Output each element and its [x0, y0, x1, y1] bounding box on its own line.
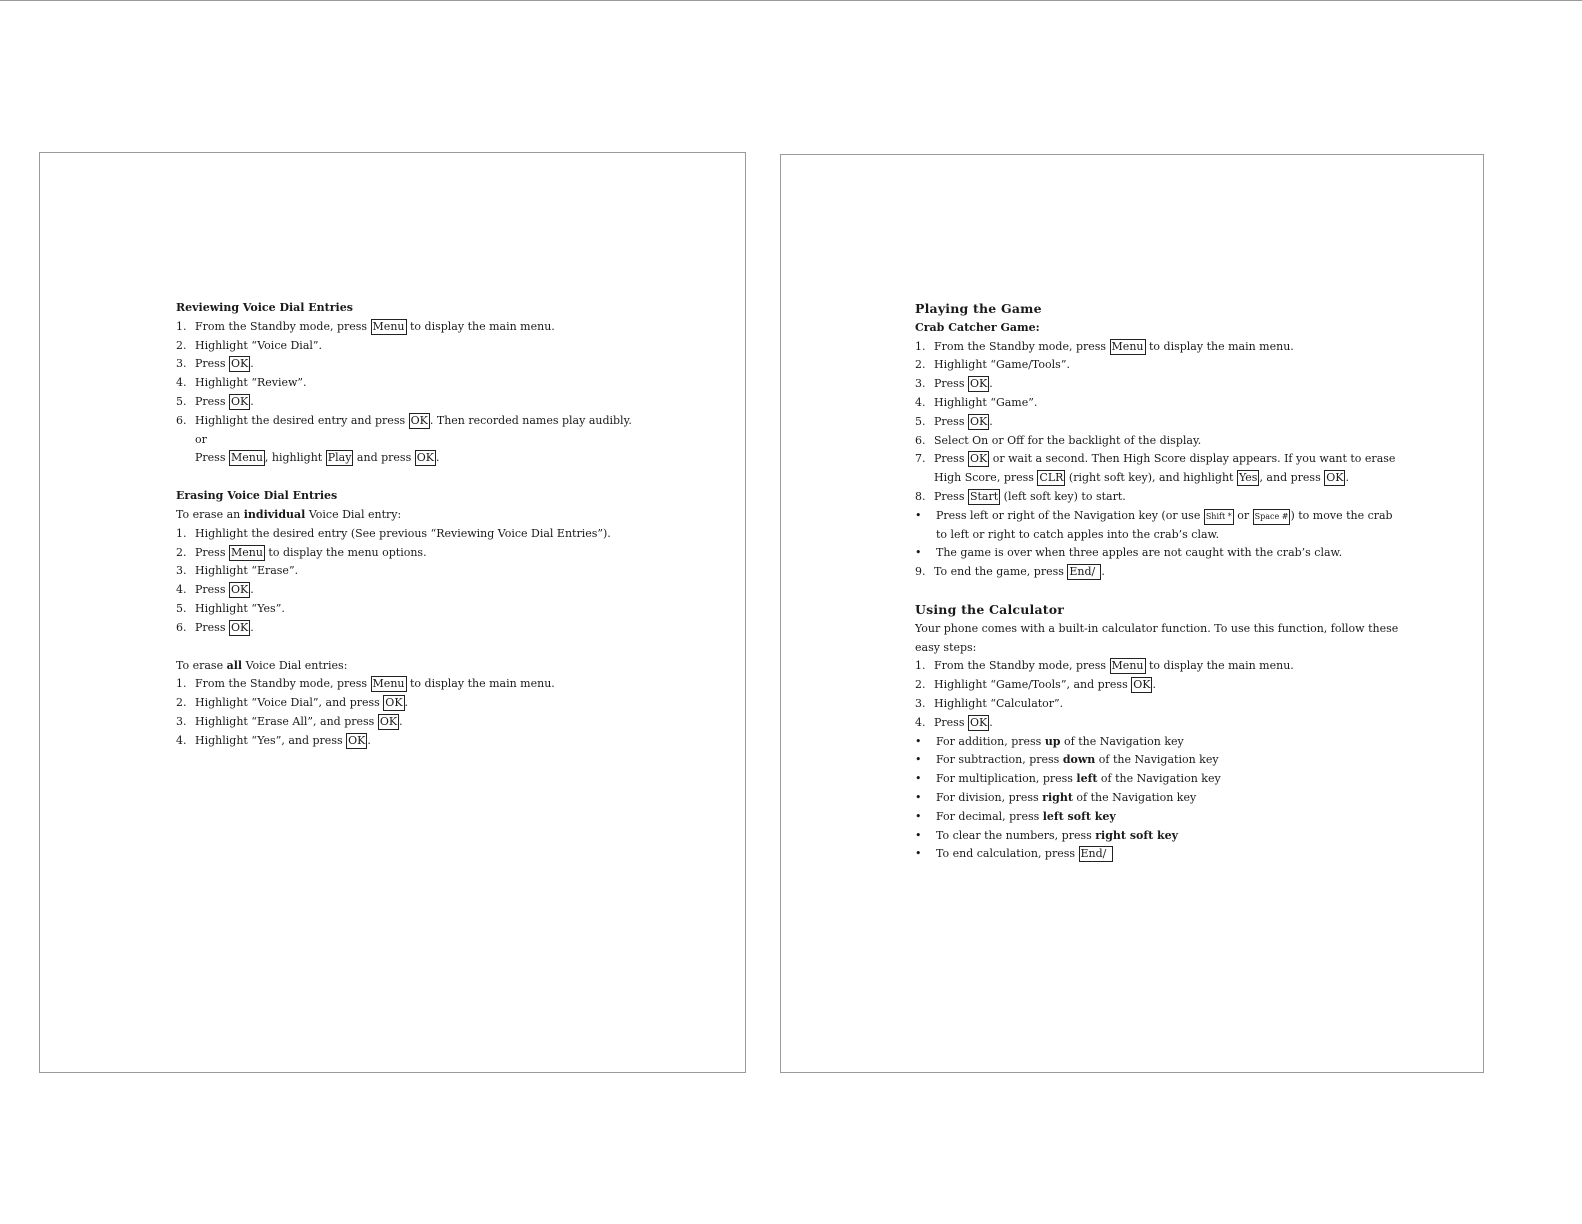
- alternative-step: Press Menu , highlight Play and press OK .: [195, 451, 440, 465]
- or-text: or: [195, 432, 207, 446]
- list-item: 2. Press Menu to display the menu options.: [176, 545, 427, 559]
- yes-key: Yes: [1238, 471, 1258, 485]
- ok-key: OK: [969, 377, 988, 391]
- list-item: • The game is over when three apples are not caught with the crab’s claw.: [915, 546, 1343, 560]
- ok-key: OK: [969, 715, 988, 729]
- erase-all-intro: To erase all Voice Dial entries:: [176, 658, 348, 672]
- menu-key: Menu: [1111, 659, 1144, 673]
- list-item: • For addition, press up of the Navigation key: [915, 734, 1184, 748]
- list-item: 3. Highlight “Erase All”, and press OK .: [176, 714, 403, 728]
- ok-key: OK: [385, 696, 403, 710]
- section-heading-calculator: Using the Calculator: [915, 601, 1065, 617]
- list-item: • For multiplication, press left of the Navigation key: [915, 772, 1221, 786]
- menu-key: Menu: [372, 677, 405, 691]
- ok-key: OK: [416, 451, 434, 465]
- list-item: • For division, press right of the Navigation key: [915, 790, 1197, 804]
- list-item: 5. Press OK .: [915, 414, 993, 428]
- list-item: 2. Highlight “Voice Dial”, and press OK .: [176, 696, 409, 710]
- bullet-continuation: to left or right to catch apples into the crab’s claw.: [936, 527, 1220, 541]
- list-item: 2. Highlight “Game/Tools”, and press OK .: [915, 678, 1156, 692]
- menu-key: Menu: [230, 545, 263, 559]
- list-item: 4. Press OK .: [176, 583, 254, 597]
- ok-key: OK: [230, 583, 249, 597]
- end-key: End/: [1067, 564, 1101, 580]
- ok-key: OK: [1133, 678, 1151, 692]
- section-heading-reviewing: Reviewing Voice Dial Entries: [176, 301, 353, 314]
- ok-key: OK: [379, 714, 398, 728]
- list-item: High Score, press CLR (right soft key), and highlight Yes , and press OK .: [934, 471, 1349, 485]
- calculator-intro-line2: easy steps:: [915, 640, 977, 654]
- list-item: 3. Highlight “Erase”.: [176, 564, 299, 578]
- ok-key: OK: [1326, 471, 1344, 485]
- shift-star-key: Shift *: [1204, 509, 1234, 525]
- list-item: 4. Press OK .: [915, 715, 993, 729]
- list-item: 4. Highlight “Review”.: [176, 376, 307, 390]
- erase-individual-intro: To erase an individual Voice Dial entry:: [176, 507, 402, 521]
- list-item: • For decimal, press left soft key: [915, 809, 1116, 823]
- list-item: 1. From the Standby mode, press Menu to display the main menu.: [915, 659, 1294, 673]
- section-heading-game: Playing the Game: [915, 301, 1042, 316]
- left-page: [39, 152, 746, 1073]
- right-page-content: [915, 300, 1398, 864]
- ok-key: OK: [230, 357, 249, 371]
- list-item: • To clear the numbers, press right soft key: [915, 828, 1179, 842]
- menu-key: Menu: [230, 451, 263, 465]
- list-item: 3. Press OK .: [176, 357, 254, 371]
- play-key: Play: [327, 451, 352, 465]
- list-item: • Press left or right of the Navigation key (or use Shift * or Space # ) to move the crab: [915, 507, 1398, 526]
- list-item: 2. Highlight “Voice Dial”.: [176, 338, 323, 352]
- section-heading-erasing: Erasing Voice Dial Entries: [176, 489, 338, 503]
- list-item: 1. From the Standby mode, press Menu to display the main menu.: [176, 677, 555, 691]
- list-item: 2. Highlight “Game/Tools”.: [915, 358, 1070, 372]
- ok-key: OK: [348, 733, 366, 747]
- left-page-content: [176, 299, 632, 751]
- list-item: 3. Highlight “Calculator”.: [915, 696, 1064, 710]
- list-item: 1. Highlight the desired entry (See previous “Reviewing Voice Dial Entries”).: [176, 526, 611, 540]
- space-hash-key: Space #: [1253, 509, 1291, 525]
- ok-key: OK: [410, 413, 428, 427]
- list-item: 8. Press Start (left soft key) to start.: [915, 489, 1126, 503]
- game-subheading: Crab Catcher Game:: [915, 320, 1040, 334]
- list-item: 4. Highlight “Yes”, and press OK .: [176, 733, 371, 747]
- start-key: Start: [969, 489, 999, 503]
- top-rule: [0, 0, 1582, 1]
- ok-key: OK: [969, 414, 988, 428]
- list-item: 3. Press OK .: [915, 377, 993, 391]
- list-item: • To end calculation, press End/: [915, 845, 1398, 864]
- list-item: 7. Press OK or wait a second. Then High Score display appears. If you want to erase: [915, 452, 1396, 466]
- list-item: 5. Press OK .: [176, 394, 254, 408]
- list-item: 9. To end the game, press End/ .: [915, 565, 1105, 579]
- list-item: • For subtraction, press down of the Navigation key: [915, 753, 1219, 767]
- menu-key: Menu: [372, 319, 405, 333]
- ok-key: OK: [969, 452, 988, 466]
- list-item: 4. Highlight “Game”.: [915, 395, 1038, 409]
- list-item: 6. Select On or Off for the backlight of the display.: [915, 433, 1202, 447]
- list-item: 6. Press OK .: [176, 620, 254, 634]
- end-key: End/: [1079, 846, 1113, 862]
- list-item: 6. Highlight the desired entry and press OK . Then recorded names play audibly.: [176, 413, 632, 427]
- ok-key: OK: [230, 394, 249, 408]
- list-item: 1. From the Standby mode, press Menu to display the main menu.: [915, 339, 1294, 353]
- list-item: 1. From the Standby mode, press Menu to display the main menu.: [176, 319, 555, 333]
- clr-key: CLR: [1039, 471, 1064, 485]
- ok-key: OK: [230, 620, 249, 634]
- right-page: [780, 154, 1484, 1073]
- calculator-intro-line1: Your phone comes with a built-in calculator function. To use this function, follow these: [915, 621, 1399, 635]
- list-item: 5. Highlight “Yes”.: [176, 601, 285, 615]
- menu-key: Menu: [1111, 339, 1144, 353]
